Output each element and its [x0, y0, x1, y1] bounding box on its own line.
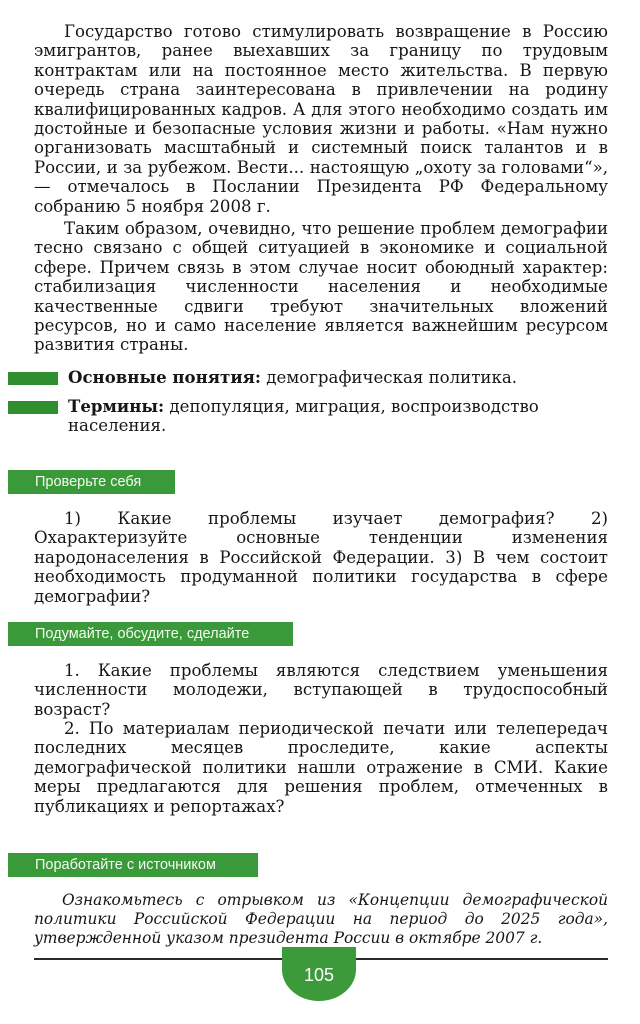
basic-concepts-marker [8, 372, 58, 385]
think-discuss-banner: Подумайте, обсудите, сделайте [8, 622, 293, 646]
terms-text: депопуляция, миграция, воспроизводство населения. [68, 397, 539, 436]
basic-concepts-label: Основные понятия: [68, 367, 262, 387]
think-item-1: 1. Какие проблемы являются следствием уменьшения численности молодежи, вступающей в трудоспособный возраст? [34, 661, 608, 719]
check-yourself-questions: 1) Какие проблемы изучает демография? 2) Охарактеризуйте основные тенденции изменения народонаселения в Российской Федерации. 3) В чем состоит необходимость продуманной политики государства в сфере демографии? [34, 509, 608, 606]
source-work-banner: Поработайте с источником [8, 853, 258, 877]
basic-concepts-text: демографическая политика. [266, 368, 518, 387]
think-item-2: 2. По материалам периодической печати или телепередач последних месяцев проследите, какие аспекты демографической политики нашли отражение в СМИ. Какие меры предлагаются для решения проблем, отмеченных в публикациях и репортажах? [34, 719, 608, 816]
basic-concepts-line [68, 368, 608, 387]
paragraph-emigrants: Государство готово стимулировать возвращение в Россию эмигрантов, ранее выехавших за границу по трудовым контрактам или на постоянное место жительства. В первую очередь страна заинтересована в привлечении на родину квалифицированных кадров. А для этого необходимо создать им достойные и безопасные условия жизни и работы. «Нам нужно организовать масштабный и системный поиск талантов и в России, и за рубежом. Вести... настоящую „охоту за головами“», — отмечалось в Послании Президента РФ Федеральному собранию 5 ноября 2008 г. [34, 22, 608, 216]
check-yourself-banner: Проверьте себя [8, 470, 175, 494]
terms-line [68, 397, 608, 436]
terms-marker [8, 401, 58, 414]
page-number-badge: 105 [282, 947, 356, 1001]
paragraph-conclusion: Таким образом, очевидно, что решение проблем демографии тесно связано с общей ситуацией в экономике и социальной сфере. Причем связь в этом случае носит обоюдный характер: стабилизация численности населения и необходимые качественные сдвиги требуют значительных вложений ресурсов, но и само население является важнейшим ресурсом развития страны. [34, 219, 608, 355]
source-instruction: Ознакомьтесь с отрывком из «Концепции демографической политики Российской Федерации на период до 2025 года», утвержденной указом президента России в октябре 2007 г. [34, 891, 608, 947]
terms-label: Термины: [68, 396, 165, 416]
